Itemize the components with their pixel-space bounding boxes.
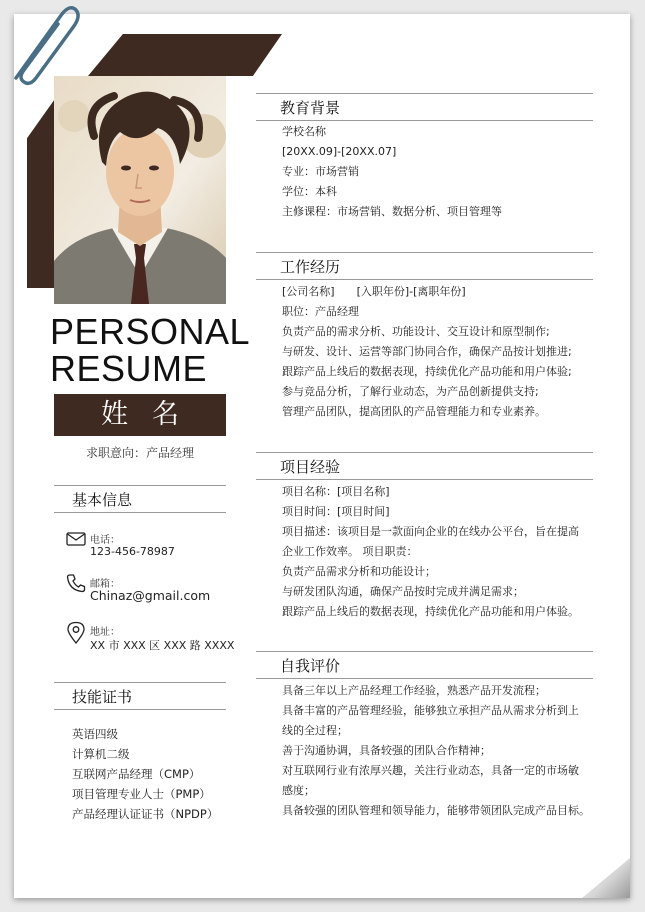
education-line: 专业：市场营销 xyxy=(282,165,359,178)
list-item: 计算机二级 xyxy=(72,747,130,761)
work-line: 职位：产品经理 xyxy=(282,305,359,318)
projects-heading-text: 项目经验 xyxy=(280,458,341,476)
work-line: 负责产品的需求分析、功能设计、交互设计和原型制作; xyxy=(282,325,550,338)
self-eval-line: 具备三年以上产品经理工作经验，熟悉产品开发流程； xyxy=(282,684,546,697)
self-eval-heading xyxy=(256,651,593,679)
project-line: 项目描述：该项目是一款面向企业的在线办公平台，旨在提高 xyxy=(282,525,579,538)
self-eval-line: 具备较强的团队管理和领导能力，能够带领团队完成产品目标。 xyxy=(282,804,590,817)
self-eval-line: 具备丰富的产品管理经验，能够独立承担产品从需求分析到上 xyxy=(282,704,579,717)
skills-list xyxy=(72,724,218,824)
projects-body xyxy=(282,482,592,622)
project-line: 负责产品需求分析和功能设计； xyxy=(282,565,436,578)
phone-label: 电话： xyxy=(90,535,120,546)
title-line-1: PERSONAL xyxy=(50,311,251,352)
mail-icon xyxy=(66,529,86,549)
education-line: 学位：本科 xyxy=(282,185,337,198)
skills-heading xyxy=(54,682,226,710)
self-eval-line: 线的全过程； xyxy=(282,724,348,737)
name-banner: 姓名 xyxy=(54,394,226,436)
education-body xyxy=(282,122,592,222)
skills-heading-text: 技能证书 xyxy=(72,688,133,706)
resume-title xyxy=(50,313,250,387)
work-line: 参与竞品分析，了解行业动态，为产品创新提供支持; xyxy=(282,385,539,398)
email-value: Chinaz@gmail.com xyxy=(90,588,211,603)
education-line: 学校名称 xyxy=(282,125,326,138)
location-pin-icon xyxy=(66,621,86,645)
self-eval-line: 对互联网行业有浓厚兴趣，关注行业动态，具备一定的市场敏 xyxy=(282,764,579,777)
education-line: [20XX.09]-[20XX.07] xyxy=(282,145,397,158)
list-item: 英语四级 xyxy=(72,727,118,741)
work-line: [公司名称] [入职年份]-[离职年份] xyxy=(282,285,466,298)
title-line-2: RESUME xyxy=(50,348,208,389)
self-eval-line: 善于沟通协调，具备较强的团队合作精神； xyxy=(282,744,491,757)
phone-value: 123-456-78987 xyxy=(90,545,175,558)
email-label: 邮箱： xyxy=(90,579,120,590)
paperclip-icon xyxy=(2,0,80,86)
education-heading-text: 教育背景 xyxy=(280,99,341,117)
work-line: 与研发、设计、运营等部门协同合作，确保产品按计划推进; xyxy=(282,345,572,358)
work-line: 管理产品团队，提高团队的产品管理能力和专业素养。 xyxy=(282,405,546,418)
job-intent: 求职意向：产品经理 xyxy=(85,446,194,460)
basic-info-heading-text: 基本信息 xyxy=(72,491,133,509)
project-line: 与研发团队沟通，确保产品按时完成并满足需求； xyxy=(282,585,524,598)
phone-icon xyxy=(66,573,86,593)
self-eval-body xyxy=(282,681,592,821)
project-line: 项目时间：[项目时间] xyxy=(282,505,390,518)
basic-info-heading xyxy=(54,485,226,513)
list-item: 互联网产品经理（CMP） xyxy=(72,767,201,781)
education-line: 主修课程：市场营销、数据分析、项目管理等 xyxy=(282,205,502,218)
self-eval-heading-text: 自我评价 xyxy=(280,657,341,675)
self-eval-line: 感度； xyxy=(282,784,315,797)
education-heading xyxy=(256,93,593,121)
project-line: 项目名称：[项目名称] xyxy=(282,485,390,498)
list-item: 项目管理专业人士（PMP） xyxy=(72,787,211,801)
work-heading xyxy=(256,252,593,280)
project-line: 跟踪产品上线后的数据表现，持续优化产品功能和用户体验。 xyxy=(282,605,579,618)
list-item: 产品经理认证证书（NPDP） xyxy=(72,807,219,821)
address-label: 地址： xyxy=(90,627,120,638)
project-line: 企业工作效率。 项目职责： xyxy=(282,545,418,558)
work-line: 跟踪产品上线后的数据表现，持续优化产品功能和用户体验; xyxy=(282,365,572,378)
address-value: XX 市 XXX 区 XXX 路 XXXX xyxy=(90,639,235,652)
projects-heading xyxy=(256,452,593,480)
work-heading-text: 工作经历 xyxy=(280,258,341,276)
profile-photo xyxy=(54,76,226,304)
work-body xyxy=(282,282,592,422)
